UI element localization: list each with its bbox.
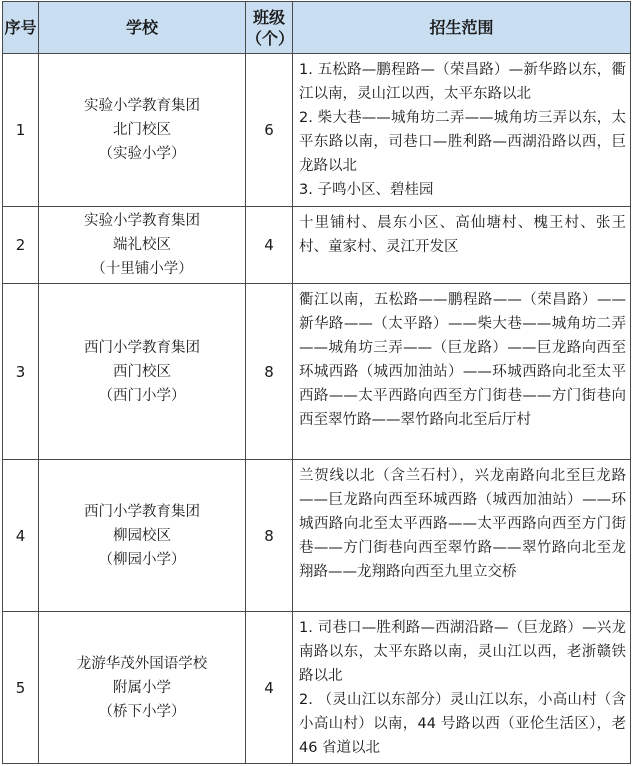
- school-name: 实验小学教育集团 北门校区 （实验小学）: [39, 54, 246, 207]
- school-name: 实验小学教育集团 端礼校区 （十里铺小学）: [39, 207, 246, 284]
- enrollment-range: 衢江以南，五松路——鹏程路——（荣昌路）——新华路——（太平路）——柴大巷——城角坊二弄——城角坊三弄——（巨龙路）——巨龙路向西至环城西路（城西加油站）——环城西路向北至太平西路——太平西路向西至方门街巷——方门街巷向西至翠竹路——翠竹路向北至后厅村: [293, 284, 631, 460]
- school-name: 西门小学教育集团 西门校区 （西门小学）: [39, 284, 246, 460]
- school-name: 西门小学教育集团 柳园校区 （柳园小学）: [39, 460, 246, 612]
- enrollment-range: 1. 司巷口—胜利路—西湖沿路—（巨龙路）—兴龙南路以东，太平东路以南，灵山江以西，老浙赣铁路以北 2. （灵山江以东部分）灵山江以东，小高山村（含小高山村）以南，44 号路以西（亚伦生活区），老 46 省道以北: [293, 612, 631, 764]
- table-body: [3, 54, 631, 764]
- class-count: 8: [246, 460, 293, 612]
- header-range: 招生范围: [293, 2, 631, 54]
- table-header: [3, 2, 631, 54]
- enrollment-table: [2, 1, 631, 764]
- header-row: [3, 2, 631, 54]
- table-row: [3, 612, 631, 764]
- enrollment-range: 十里铺村、晨东小区、高仙塘村、槐王村、张王村、童家村、灵江开发区: [293, 207, 631, 284]
- table-row: [3, 54, 631, 207]
- table-row: [3, 460, 631, 612]
- row-index: 4: [3, 460, 39, 612]
- class-count: 4: [246, 612, 293, 764]
- enrollment-range: 兰贺线以北（含兰石村），兴龙南路向北至巨龙路——巨龙路向西至环城西路（城西加油站）——环城西路向北至太平西路——太平西路向西至方门街巷——方门街巷向西至翠竹路——翠竹路向北至龙翔路——龙翔路向西至九里立交桥: [293, 460, 631, 612]
- header-index: 序号: [3, 2, 39, 54]
- row-index: 5: [3, 612, 39, 764]
- class-count: 4: [246, 207, 293, 284]
- enrollment-range: 1. 五松路—鹏程路—（荣昌路）—新华路以东，衢江以南，灵山江以西，太平东路以北 2. 柴大巷——城角坊二弄——城角坊三弄以东，太平东路以南，司巷口—胜利路—西湖沿路以西，巨龙路以北 3. 子鸣小区、碧桂园: [293, 54, 631, 207]
- school-name: 龙游华茂外国语学校 附属小学 （桥下小学）: [39, 612, 246, 764]
- row-index: 2: [3, 207, 39, 284]
- class-count: 8: [246, 284, 293, 460]
- table-row: [3, 284, 631, 460]
- header-school: 学校: [39, 2, 246, 54]
- table-row: [3, 207, 631, 284]
- row-index: 1: [3, 54, 39, 207]
- row-index: 3: [3, 284, 39, 460]
- header-classes: 班级（个）: [246, 2, 293, 54]
- class-count: 6: [246, 54, 293, 207]
